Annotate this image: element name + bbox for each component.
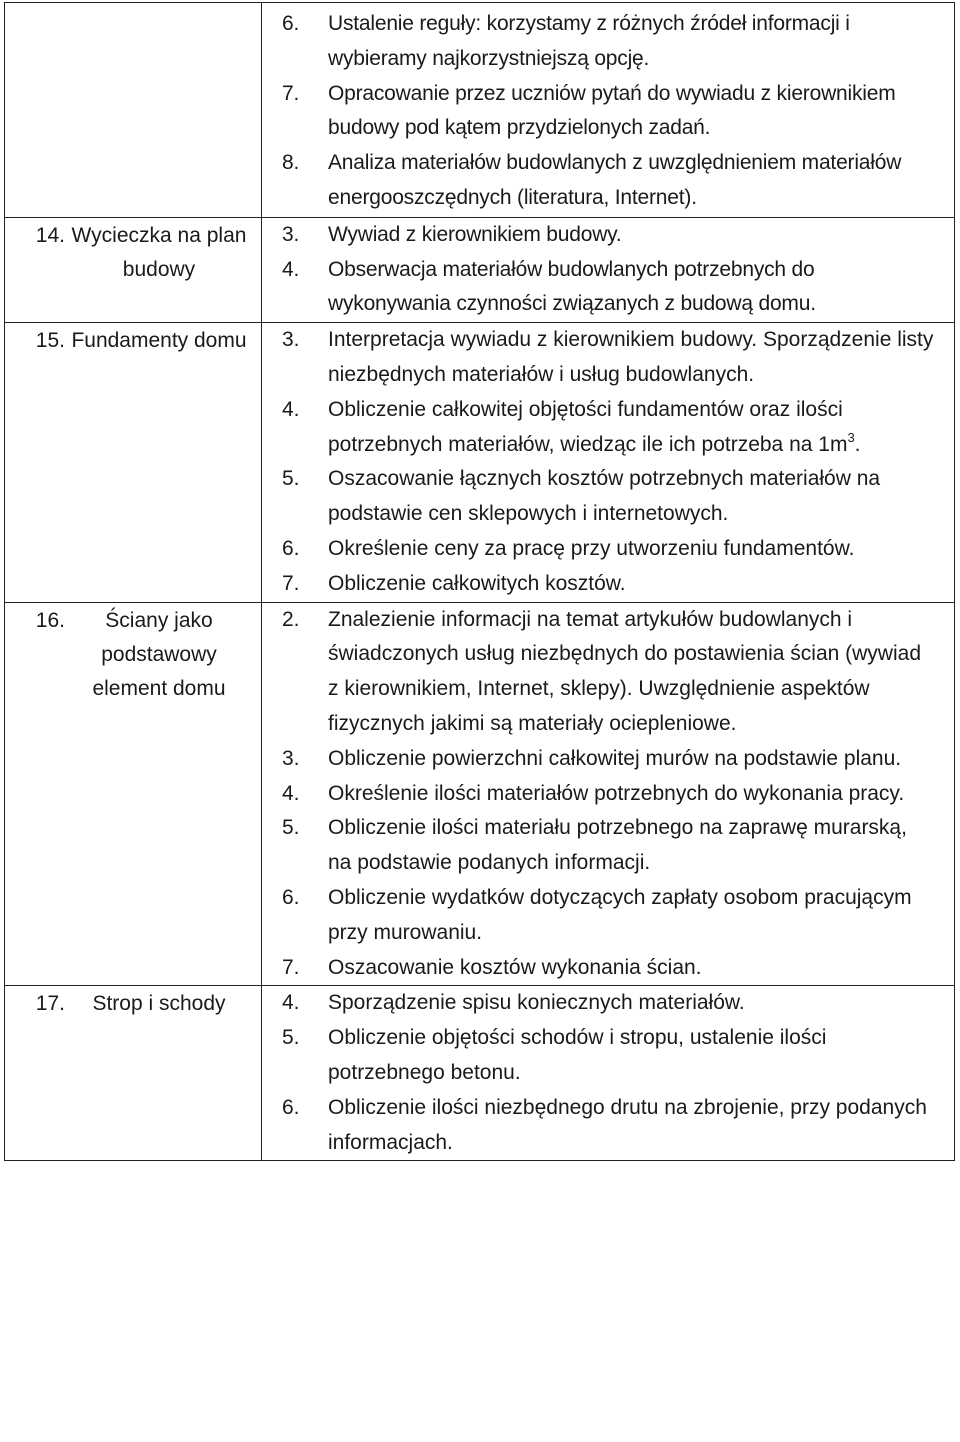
topic-number: 16. [35, 608, 65, 632]
topic-title [5, 219, 261, 287]
list-item [262, 986, 954, 1021]
item-text: Oszacowanie kosztów wykonania ścian. [328, 955, 702, 979]
table-row [5, 986, 955, 1161]
item-text: Obliczenie objętości schodów i stropu, ustalenie ilości potrzebnego betonu. [328, 1026, 827, 1084]
item-number: 4. [282, 257, 300, 281]
list-item [262, 1021, 954, 1091]
list-item [262, 253, 954, 323]
item-number: 7. [282, 571, 300, 595]
item-text: Obliczenie ilości niezbędnego drutu na zbrojenie, przy podanych informacjach. [328, 1095, 927, 1154]
item-text: Obliczenie powierzchni całkowitej murów na podstawie planu. [328, 746, 902, 770]
item-number: 6. [282, 1095, 300, 1119]
item-text-main: Obliczenie całkowitej objętości fundamentów oraz ilości potrzebnych materiałów, wiedząc ile ich potrzeba na 1m [328, 397, 848, 456]
topic-label: Fundamenty domu [71, 329, 247, 353]
item-number: 8. [282, 151, 300, 175]
list-item [262, 532, 954, 567]
item-number: 6. [282, 12, 300, 35]
item-number: 5. [282, 1026, 300, 1050]
list-item [262, 603, 954, 742]
topic-label: Ściany jako podstawowy element domu [92, 608, 226, 700]
item-text: Określenie ceny za pracę przy utworzeniu fundamentów. [328, 536, 855, 560]
table-row [5, 602, 955, 986]
item-number: 5. [282, 467, 300, 491]
superscript: 3 [847, 429, 855, 445]
list-item [262, 811, 954, 881]
item-text: Opracowanie przez uczniów pytań do wywiadu z kierownikiem budowy pod kątem przydzielonych zadań. [328, 81, 896, 140]
item-text: Ustalenie reguły: korzystamy z różnych źródeł informacji i wybieramy najkorzystniejszą opcję. [328, 12, 850, 70]
item-text: Interpretacja wywiadu z kierownikiem budowy. Sporządzenie listy niezbędnych materiałów i usług budowlanych. [328, 328, 934, 386]
list-item [262, 567, 954, 602]
list-item [262, 77, 954, 147]
topic-title [5, 324, 261, 358]
item-number: 6. [282, 885, 300, 909]
item-number: 3. [282, 746, 300, 770]
activities-cell [262, 602, 955, 986]
activities-cell [262, 323, 955, 602]
item-text: Obliczenie wydatków dotyczących zapłaty osobom pracującym przy murowaniu. [328, 885, 912, 944]
item-text: Obliczenie całkowitych kosztów. [328, 571, 626, 595]
topic-label: Strop i schody [92, 992, 226, 1016]
activities-cell [262, 986, 955, 1161]
item-number: 4. [282, 991, 300, 1015]
list-item [262, 1091, 954, 1161]
activities-cell [262, 3, 955, 218]
item-text: Obserwacja materiałów budowlanych potrzebnych do wykonywania czynności związanych z budową domu. [328, 257, 816, 316]
table-row [5, 323, 955, 602]
list-item [262, 742, 954, 777]
topic-cell [5, 986, 262, 1161]
topic-title [5, 604, 261, 706]
list-item [262, 777, 954, 812]
item-number: 3. [282, 328, 300, 352]
list-item [262, 462, 954, 532]
item-number: 4. [282, 781, 300, 805]
list-item [262, 881, 954, 951]
item-text-tail: . [854, 432, 861, 456]
activities-cell [262, 217, 955, 322]
table-row [5, 3, 955, 218]
item-text: Znalezienie informacji na temat artykułów budowlanych i świadczonych usług niezbędnych do postawienia ścian (wywiad z kierownikiem, Internet, sklepy). Uwzględnienie aspektów fizycznych jakimi są materiały ociepleniowe. [328, 607, 921, 735]
item-text: Analiza materiałów budowlanych z uwzględnieniem materiałów energooszczędnych (literatura, Internet). [328, 151, 902, 209]
item-text: Obliczenie ilości materiału potrzebnego na zaprawę murarską, na podstawie podanych informacji. [328, 816, 907, 875]
item-number: 2. [282, 607, 300, 631]
item-text: Określenie ilości materiałów potrzebnych do wykonania pracy. [328, 781, 905, 805]
topic-number: 17. [35, 992, 65, 1016]
lesson-plan-table [4, 2, 955, 1161]
item-number: 5. [282, 816, 300, 840]
topic-number: 14. [35, 223, 65, 247]
topic-number: 15. [35, 329, 65, 353]
topic-cell [5, 602, 262, 986]
list-item [262, 323, 954, 393]
item-number: 7. [282, 955, 300, 979]
topic-label: Wycieczka na plan budowy [71, 223, 247, 281]
topic-cell [5, 3, 262, 218]
list-item [262, 7, 954, 77]
item-number: 7. [282, 81, 300, 105]
item-number: 6. [282, 536, 300, 560]
list-item [262, 218, 954, 253]
item-number: 3. [282, 222, 300, 246]
item-text [328, 393, 954, 463]
list-item [262, 951, 954, 986]
list-item [262, 146, 954, 216]
topic-title [5, 987, 261, 1021]
item-text: Wywiad z kierownikiem budowy. [328, 222, 622, 246]
item-text: Oszacowanie łącznych kosztów potrzebnych materiałów na podstawie cen sklepowych i internetowych. [328, 467, 881, 526]
item-number: 4. [282, 397, 300, 421]
list-item [262, 393, 954, 463]
topic-cell [5, 323, 262, 602]
item-text: Sporządzenie spisu koniecznych materiałów. [328, 991, 745, 1015]
topic-cell [5, 217, 262, 322]
table-row [5, 217, 955, 322]
